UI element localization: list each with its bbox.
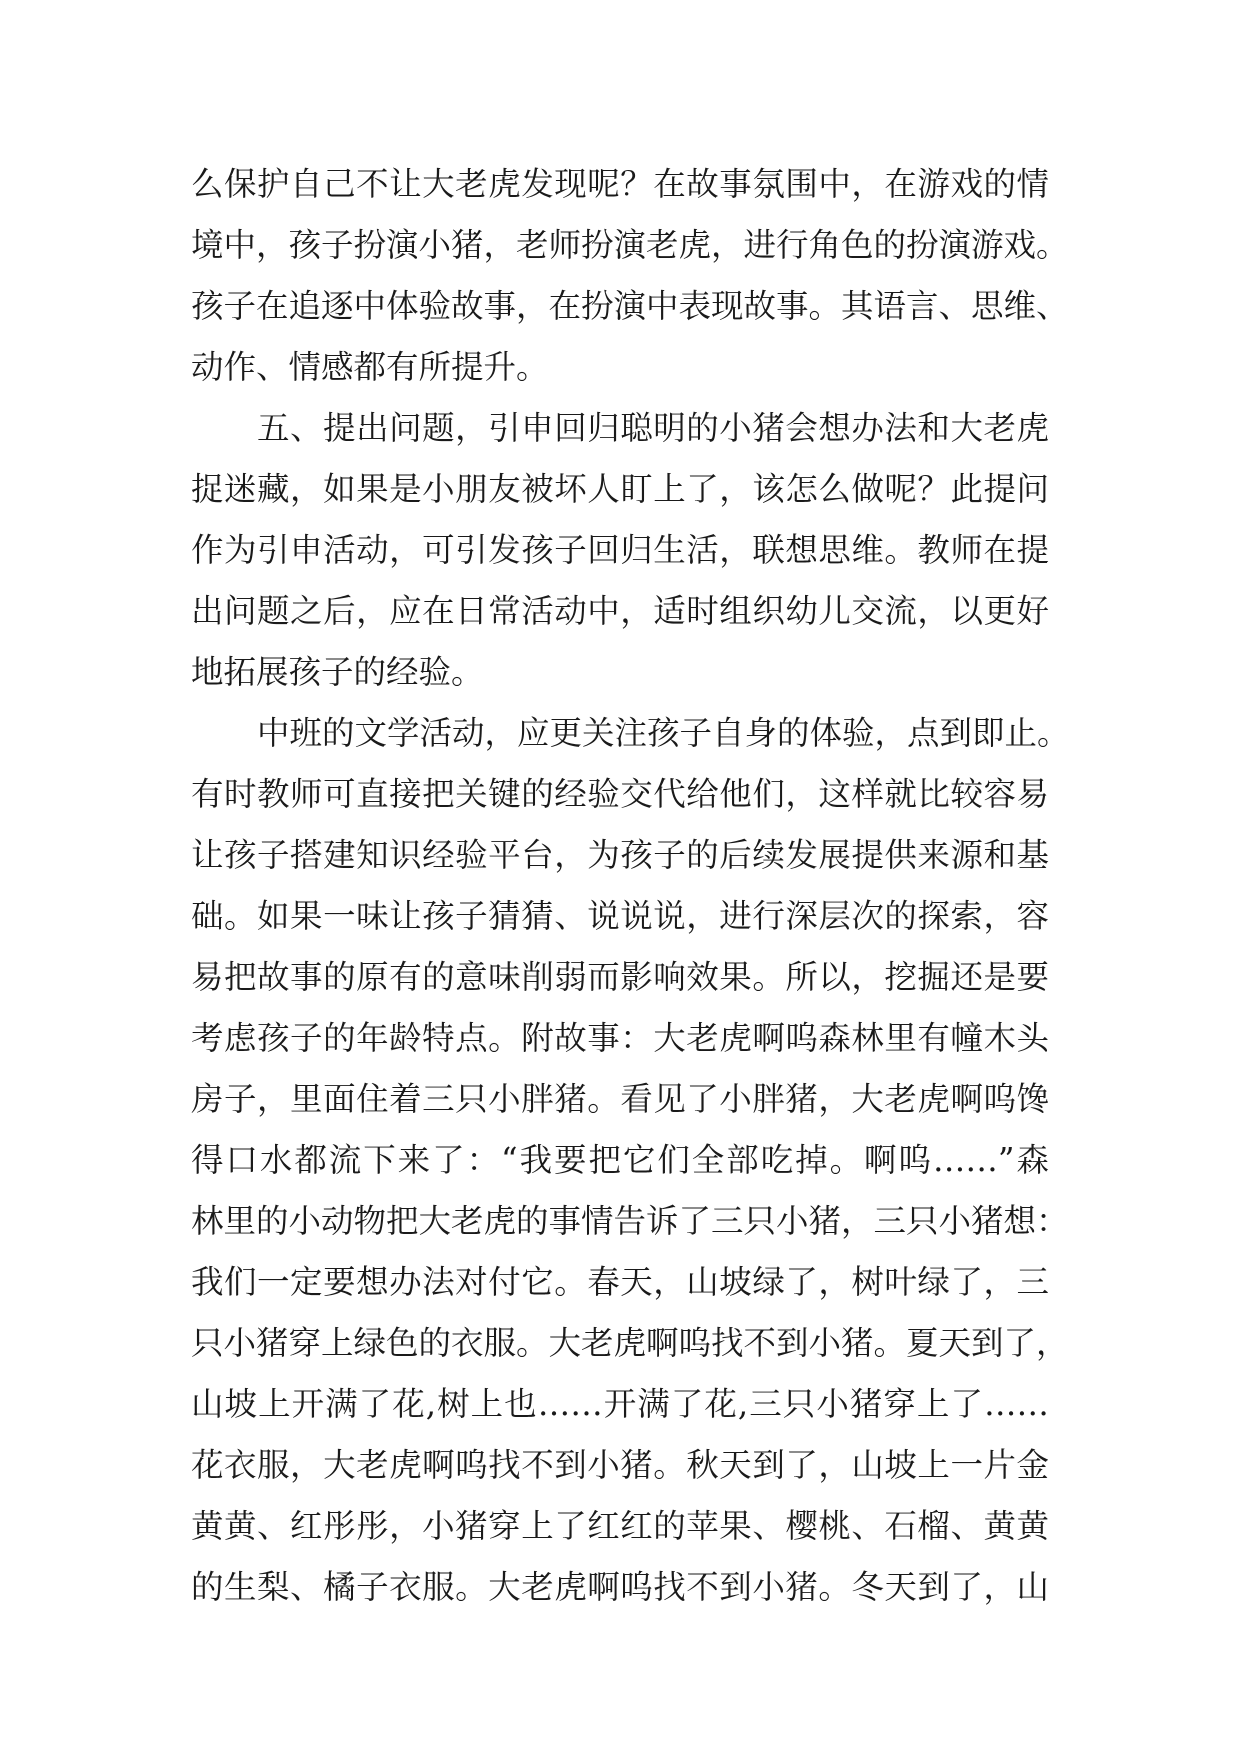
- text-line: 只小猪穿上绿色的衣服。大老虎啊呜找不到小猪。夏天到了，: [191, 1324, 1069, 1362]
- text-line: 林里的小动物把大老虎的事情告诉了三只小猪，三只小猪想：: [191, 1202, 1069, 1240]
- text-line: 捉迷藏，如果是小朋友被坏人盯上了，该怎么做呢？此提问: [191, 470, 1049, 508]
- paragraph-start-line: 五、提出问题，引申回归聪明的小猪会想办法和大老虎: [257, 409, 1049, 447]
- text-line: 易把故事的原有的意味削弱而影响效果。所以，挖掘还是要: [191, 958, 1049, 996]
- text-line: 我们一定要想办法对付它。春天，山坡绿了，树叶绿了，三: [191, 1263, 1049, 1301]
- text-line: 的生梨、橘子衣服。大老虎啊呜找不到小猪。冬天到了，山: [191, 1568, 1049, 1606]
- text-line: 房子，里面住着三只小胖猪。看见了小胖猪，大老虎啊呜馋: [191, 1080, 1049, 1118]
- text-line: 考虑孩子的年龄特点。附故事：大老虎啊呜森林里有幢木头: [191, 1019, 1049, 1057]
- text-line: 黄黄、红彤彤，小猪穿上了红红的苹果、樱桃、石榴、黄黄: [191, 1507, 1049, 1545]
- text-line: 作为引申活动，可引发孩子回归生活，联想思维。教师在提: [191, 531, 1049, 569]
- paragraph-start-line: 中班的文学活动，应更关注孩子自身的体验，点到即止。: [257, 714, 1070, 752]
- text-line: 有时教师可直接把关键的经验交代给他们，这样就比较容易: [191, 775, 1049, 813]
- text-line: 么保护自己不让大老虎发现呢？在故事氛围中，在游戏的情: [191, 165, 1049, 203]
- text-line: 山坡上开满了花,树上也……开满了花,三只小猪穿上了……: [191, 1385, 1049, 1423]
- text-line: 地拓展孩子的经验。: [191, 653, 484, 691]
- text-line: 出问题之后，应在日常活动中，适时组织幼儿交流，以更好: [191, 592, 1049, 630]
- text-line: 境中，孩子扮演小猪，老师扮演老虎，进行角色的扮演游戏。: [191, 226, 1069, 264]
- text-line: 让孩子搭建知识经验平台，为孩子的后续发展提供来源和基: [191, 836, 1049, 874]
- body-text: [191, 154, 1070, 1618]
- text-line: 动作、情感都有所提升。: [191, 348, 549, 386]
- text-line: 孩子在追逐中体验故事，在扮演中表现故事。其语言、思维、: [191, 287, 1069, 325]
- text-line: 础。如果一味让孩子猜猜、说说说，进行深层次的探索，容: [191, 897, 1049, 935]
- text-line: 花衣服，大老虎啊呜找不到小猪。秋天到了，山坡上一片金: [191, 1446, 1049, 1484]
- text-line: 得口水都流下来了：“我要把它们全部吃掉。啊呜……”森: [191, 1141, 1049, 1179]
